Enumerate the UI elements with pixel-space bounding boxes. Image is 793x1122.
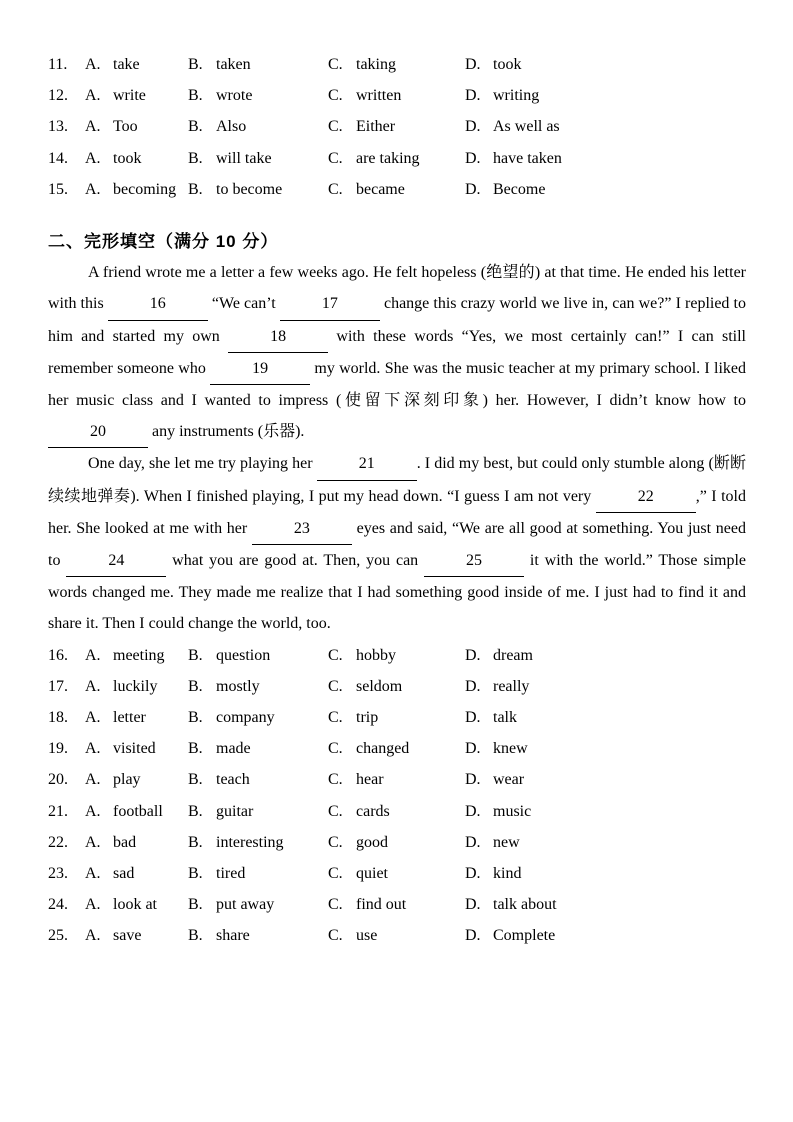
option-text: becoming (113, 180, 177, 198)
option-text: will take (216, 149, 272, 167)
option-text: made (216, 740, 251, 758)
cloze-blank-24: 24 (66, 545, 166, 577)
option-label: D. (465, 927, 481, 945)
question-number: 15. (48, 180, 68, 198)
questions-16-25 (48, 640, 746, 952)
option-a (85, 174, 188, 205)
option-text: look at (113, 896, 157, 914)
option-d (465, 143, 746, 174)
option-label: B. (188, 646, 203, 664)
option-label: C. (328, 896, 343, 914)
option-label: B. (188, 87, 203, 105)
option-label: D. (465, 677, 481, 695)
option-b (188, 796, 328, 827)
option-label: B. (188, 896, 203, 914)
option-label: A. (85, 927, 101, 945)
option-label: D. (465, 149, 481, 167)
option-text: visited (113, 740, 156, 758)
question-row-17 (48, 671, 746, 702)
question-row-22 (48, 827, 746, 858)
option-c (328, 702, 465, 733)
option-text: new (493, 833, 520, 851)
option-label: B. (188, 56, 203, 73)
question-row-15 (48, 174, 746, 205)
option-b (188, 889, 328, 920)
option-c (328, 49, 465, 80)
question-row-14 (48, 143, 746, 174)
option-label: D. (465, 771, 481, 789)
question-number: 24. (48, 896, 68, 914)
option-b (188, 640, 328, 671)
question-row-16 (48, 640, 746, 671)
option-text: share (216, 927, 250, 945)
option-text: letter (113, 709, 146, 727)
option-b (188, 920, 328, 951)
option-text: football (113, 802, 163, 820)
option-text: taken (216, 56, 251, 73)
option-text: are taking (356, 149, 420, 167)
option-label: A. (85, 677, 101, 695)
question-row-12 (48, 80, 746, 111)
option-text: Also (216, 118, 247, 136)
option-c (328, 111, 465, 142)
option-label: A. (85, 709, 101, 727)
option-d (465, 764, 746, 795)
option-label: A. (85, 865, 101, 883)
option-a (85, 640, 188, 671)
option-text: interesting (216, 833, 284, 851)
option-b (188, 827, 328, 858)
option-d (465, 827, 746, 858)
option-c (328, 174, 465, 205)
option-text: sad (113, 865, 135, 883)
option-text: use (356, 927, 378, 945)
option-label: A. (85, 87, 101, 105)
option-label: C. (328, 56, 343, 73)
question-number: 11. (48, 56, 68, 73)
option-text: wrote (216, 87, 253, 105)
option-label: B. (188, 149, 203, 167)
option-label: C. (328, 740, 343, 758)
option-d (465, 920, 746, 951)
question-number: 22. (48, 833, 68, 851)
option-c (328, 858, 465, 889)
option-a (85, 920, 188, 951)
question-number: 16. (48, 646, 68, 664)
option-label: C. (328, 677, 343, 695)
question-row-20 (48, 764, 746, 795)
option-text: became (356, 180, 405, 198)
option-label: C. (328, 771, 343, 789)
option-a (85, 858, 188, 889)
option-label: B. (188, 927, 203, 945)
question-row-21 (48, 796, 746, 827)
option-c (328, 671, 465, 702)
option-b (188, 49, 328, 80)
option-b (188, 174, 328, 205)
option-label: A. (85, 118, 101, 136)
option-text: kind (493, 865, 522, 883)
cloze-blank-25: 25 (424, 545, 524, 577)
option-text: Either (356, 118, 396, 136)
option-label: B. (188, 118, 203, 136)
option-a (85, 80, 188, 111)
option-text: took (493, 56, 522, 73)
option-label: D. (465, 118, 481, 136)
option-d (465, 49, 746, 80)
option-d (465, 174, 746, 205)
option-text: meeting (113, 646, 165, 664)
option-label: B. (188, 709, 203, 727)
option-c (328, 640, 465, 671)
option-text: writing (493, 87, 540, 105)
option-label: D. (465, 56, 481, 73)
option-label: C. (328, 646, 343, 664)
option-text: company (216, 709, 275, 727)
option-text: bad (113, 833, 137, 851)
question-number: 23. (48, 865, 68, 883)
option-label: A. (85, 180, 101, 198)
option-d (465, 889, 746, 920)
questions-11-15 (48, 49, 746, 205)
cloze-blank-19: 19 (210, 353, 310, 385)
option-label: B. (188, 740, 203, 758)
option-text: taking (356, 56, 396, 73)
option-label: D. (465, 646, 481, 664)
option-a (85, 49, 188, 80)
option-label: C. (328, 87, 343, 105)
option-b (188, 671, 328, 702)
option-label: D. (465, 802, 481, 820)
option-text: to become (216, 180, 283, 198)
question-row-19 (48, 733, 746, 764)
option-text: teach (216, 771, 250, 789)
option-d (465, 796, 746, 827)
option-label: A. (85, 771, 101, 789)
option-text: write (113, 87, 146, 105)
question-row-24 (48, 889, 746, 920)
option-text: seldom (356, 677, 403, 695)
option-text: Become (493, 180, 546, 198)
option-a (85, 889, 188, 920)
option-text: really (493, 677, 530, 695)
option-b (188, 733, 328, 764)
option-text: music (493, 802, 532, 820)
question-number: 21. (48, 802, 68, 820)
option-label: D. (465, 740, 481, 758)
option-text: have taken (493, 149, 562, 167)
option-b (188, 702, 328, 733)
option-label: A. (85, 740, 101, 758)
option-b (188, 80, 328, 111)
option-d (465, 80, 746, 111)
option-d (465, 640, 746, 671)
option-c (328, 80, 465, 111)
option-label: A. (85, 833, 101, 851)
option-c (328, 764, 465, 795)
option-label: B. (188, 771, 203, 789)
option-label: C. (328, 927, 343, 945)
option-b (188, 858, 328, 889)
option-a (85, 702, 188, 733)
option-d (465, 733, 746, 764)
question-number: 12. (48, 87, 68, 105)
option-label: B. (188, 180, 203, 198)
option-label: B. (188, 865, 203, 883)
option-text: luckily (113, 677, 158, 695)
option-label: D. (465, 833, 481, 851)
option-label: B. (188, 677, 203, 695)
option-text: save (113, 927, 142, 945)
cloze-blank-23: 23 (252, 513, 352, 545)
option-text: hear (356, 771, 384, 789)
option-b (188, 143, 328, 174)
option-label: C. (328, 709, 343, 727)
cloze-paragraph-2: One day, she let me try playing her 21 . I did my best, but could only stumble along (断断续续地弹奏). When I finished playing, I put my head down. “I guess I am not very 22 ,” I told her. She looked at me with her 23 eyes and said, “We are all good at something. You just need to 24 what you are good at. Then, you can 25 it with the world.” Those simple words changed me. They made me realize that I had something good inside of me. I just had to find it and share it. Then I could change the world, too. (48, 448, 746, 639)
cloze-blank-17: 17 (280, 288, 380, 320)
option-c (328, 733, 465, 764)
option-c (328, 143, 465, 174)
option-text: good (356, 833, 388, 851)
option-text: talk (493, 709, 517, 727)
option-d (465, 111, 746, 142)
option-text: As well as (493, 118, 560, 136)
option-text: knew (493, 740, 528, 758)
question-row-13 (48, 111, 746, 142)
option-text: guitar (216, 802, 254, 820)
option-text: dream (493, 646, 533, 664)
option-label: C. (328, 802, 343, 820)
option-label: A. (85, 646, 101, 664)
option-label: D. (465, 709, 481, 727)
question-number: 25. (48, 927, 68, 945)
option-text: cards (356, 802, 390, 820)
cloze-paragraph-1: A friend wrote me a letter a few weeks ago. He felt hopeless (绝望的) at that time. He ended his letter with this 16 “We can’t 17 change this crazy world we live in, can we?” I replied to him and started my own 18 with these words “Yes, we most certainly can!” I can still remember someone who 19 my world. She was the music teacher at my primary school. I liked her music class and I wanted to impress (使留下深刻印象) her. However, I didn’t know how to 20 any instruments (乐器). (48, 257, 746, 448)
option-a (85, 671, 188, 702)
option-label: B. (188, 833, 203, 851)
option-c (328, 827, 465, 858)
question-row-11 (48, 49, 746, 80)
option-text: put away (216, 896, 275, 914)
option-a (85, 143, 188, 174)
option-text: wear (493, 771, 525, 789)
option-label: D. (465, 865, 481, 883)
option-text: Complete (493, 927, 556, 945)
option-a (85, 733, 188, 764)
option-d (465, 702, 746, 733)
option-b (188, 764, 328, 795)
cloze-blank-18: 18 (228, 321, 328, 353)
option-label: D. (465, 180, 481, 198)
option-c (328, 889, 465, 920)
option-label: B. (188, 802, 203, 820)
option-b (188, 111, 328, 142)
option-c (328, 920, 465, 951)
option-text: took (113, 149, 142, 167)
option-text: find out (356, 896, 407, 914)
option-text: play (113, 771, 141, 789)
option-d (465, 858, 746, 889)
option-text: take (113, 56, 140, 73)
option-label: A. (85, 802, 101, 820)
question-row-18 (48, 702, 746, 733)
option-text: quiet (356, 865, 388, 883)
option-label: A. (85, 56, 101, 73)
option-label: A. (85, 149, 101, 167)
question-number: 20. (48, 771, 68, 789)
cloze-blank-21: 21 (317, 448, 417, 480)
section-heading-cloze: 二、完形填空（满分 10 分） (48, 232, 279, 252)
option-label: A. (85, 896, 101, 914)
option-label: D. (465, 896, 481, 914)
option-text: tired (216, 865, 246, 883)
option-label: C. (328, 149, 343, 167)
question-number: 17. (48, 677, 68, 695)
option-text: Too (113, 118, 138, 136)
cloze-blank-22: 22 (596, 481, 696, 513)
option-a (85, 764, 188, 795)
question-row-23 (48, 858, 746, 889)
option-text: question (216, 646, 271, 664)
question-number: 19. (48, 740, 68, 758)
option-a (85, 796, 188, 827)
question-number: 13. (48, 118, 68, 136)
question-number: 14. (48, 149, 68, 167)
option-text: written (356, 87, 402, 105)
option-a (85, 111, 188, 142)
option-label: C. (328, 180, 343, 198)
question-row-25 (48, 920, 746, 951)
option-c (328, 796, 465, 827)
option-d (465, 671, 746, 702)
option-a (85, 827, 188, 858)
option-text: mostly (216, 677, 260, 695)
cloze-blank-16: 16 (108, 288, 208, 320)
option-text: talk about (493, 896, 557, 914)
option-text: hobby (356, 646, 396, 664)
cloze-blank-20: 20 (48, 416, 148, 448)
option-label: D. (465, 87, 481, 105)
option-text: changed (356, 740, 410, 758)
option-label: C. (328, 118, 343, 136)
question-number: 18. (48, 709, 68, 727)
option-text: trip (356, 709, 379, 727)
option-label: C. (328, 865, 343, 883)
option-label: C. (328, 833, 343, 851)
